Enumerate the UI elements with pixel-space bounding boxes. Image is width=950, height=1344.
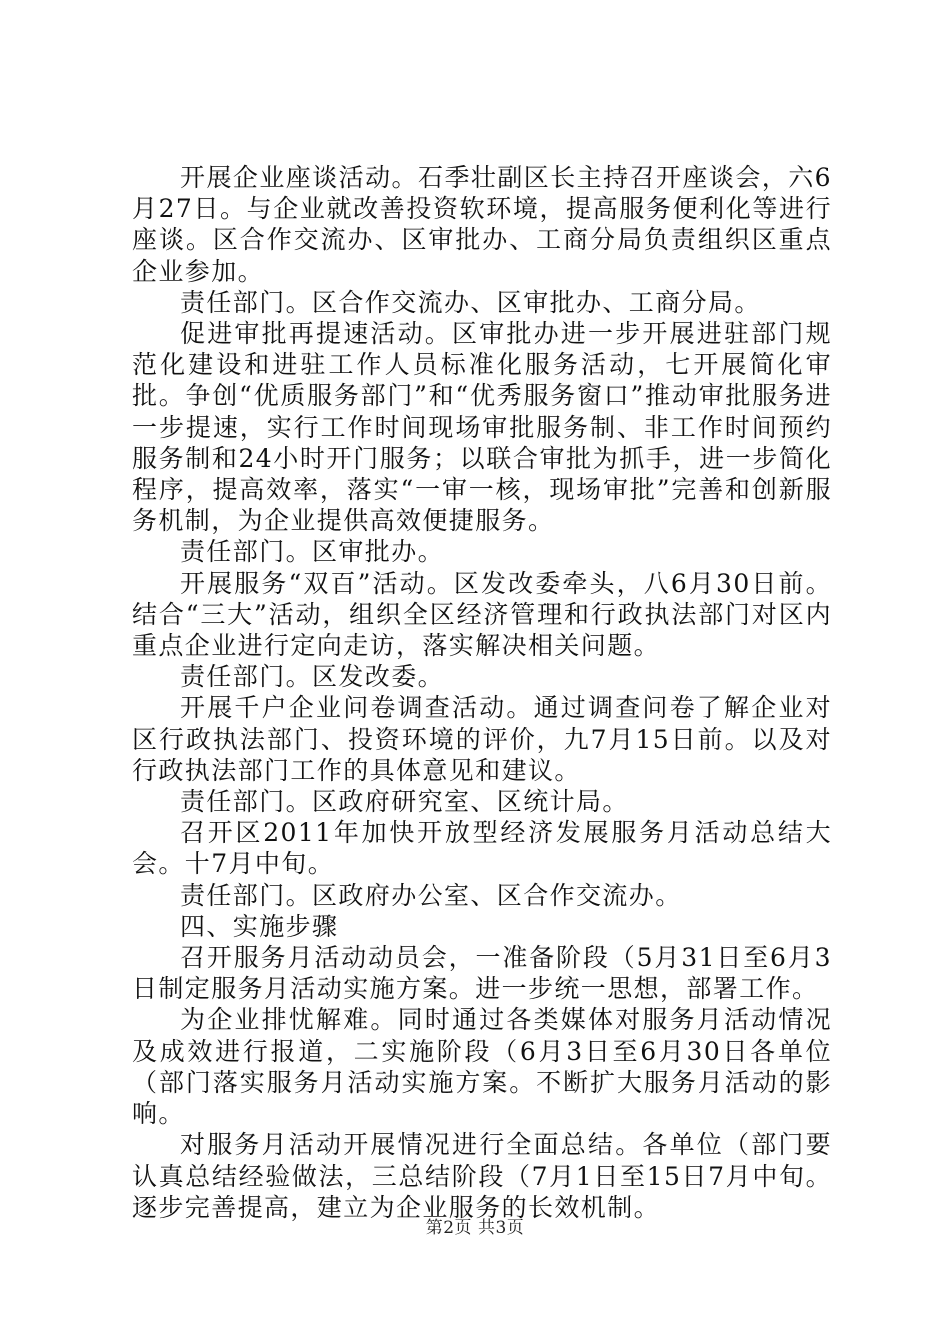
paragraph-9: 召开区2011年加快开放型经济发展服务月活动总结大会。十7月中旬。 <box>132 818 832 879</box>
paragraph-6: 责任部门。区发改委。 <box>180 662 445 692</box>
paragraph-12: 召开服务月活动动员会，一准备阶段（5月31日至6月3日制定服务月活动实施方案。进一步统一思想，部署工作。 <box>132 943 832 1004</box>
paragraph-4: 责任部门。区审批办。 <box>180 537 445 567</box>
paragraph-1: 开展企业座谈活动。石季壮副区长主持召开座谈会，六6月27日。与企业就改善投资软环境，提高服务便利化等进行座谈。区合作交流办、区审批办、工商分局负责组织区重点企业参加。 <box>132 163 832 286</box>
paragraph-14: 对服务月活动开展情况进行全面总结。各单位（部门要认真总结经验做法，三总结阶段（7月1日至15日7月中旬。逐步完善提高，建立为企业服务的长效机制。 <box>132 1130 832 1222</box>
paragraph-5: 开展服务“双百”活动。区发改委牵头，八6月30日前。结合“三大”活动，组织全区经济管理和行政执法部门对区内重点企业进行定向走访，落实解决相关问题。 <box>132 568 832 661</box>
document-body <box>132 162 832 1223</box>
paragraph-7: 开展千户企业问卷调查活动。通过调查问卷了解企业对区行政执法部门、投资环境的评价，九7月15日前。以及对行政执法部门工作的具体意见和建议。 <box>132 693 832 785</box>
paragraph-10: 责任部门。区政府办公室、区合作交流办。 <box>180 880 682 910</box>
paragraph-3: 促进审批再提速活动。区审批办进一步开展进驻部门规范化建设和进驻工作人员标准化服务活动，七开展简化审批。争创“优质服务部门”和“优秀服务窗口”推动审批服务进一步提速，实行工作时间现场审批服务制、非工作时间预约服务制和24小时开门服务；以联合审批为抓手，进一步简化程序，提高效率，落实“一审一核，现场审批”完善和创新服务机制，为企业提供高效便捷服务。 <box>132 319 832 536</box>
paragraph-8: 责任部门。区政府研究室、区统计局。 <box>180 787 629 817</box>
paragraph-13: 为企业排忧解难。同时通过各类媒体对服务月活动情况及成效进行报道，二实施阶段（6月3日至6月30日各单位（部门落实服务月活动实施方案。不断扩大服务月活动的影响。 <box>132 1005 832 1129</box>
page-number-footer: 第2页 共3页 <box>425 1218 525 1238</box>
section-heading: 四、实施步骤 <box>180 911 339 941</box>
paragraph-2: 责任部门。区合作交流办、区审批办、工商分局。 <box>180 287 761 317</box>
